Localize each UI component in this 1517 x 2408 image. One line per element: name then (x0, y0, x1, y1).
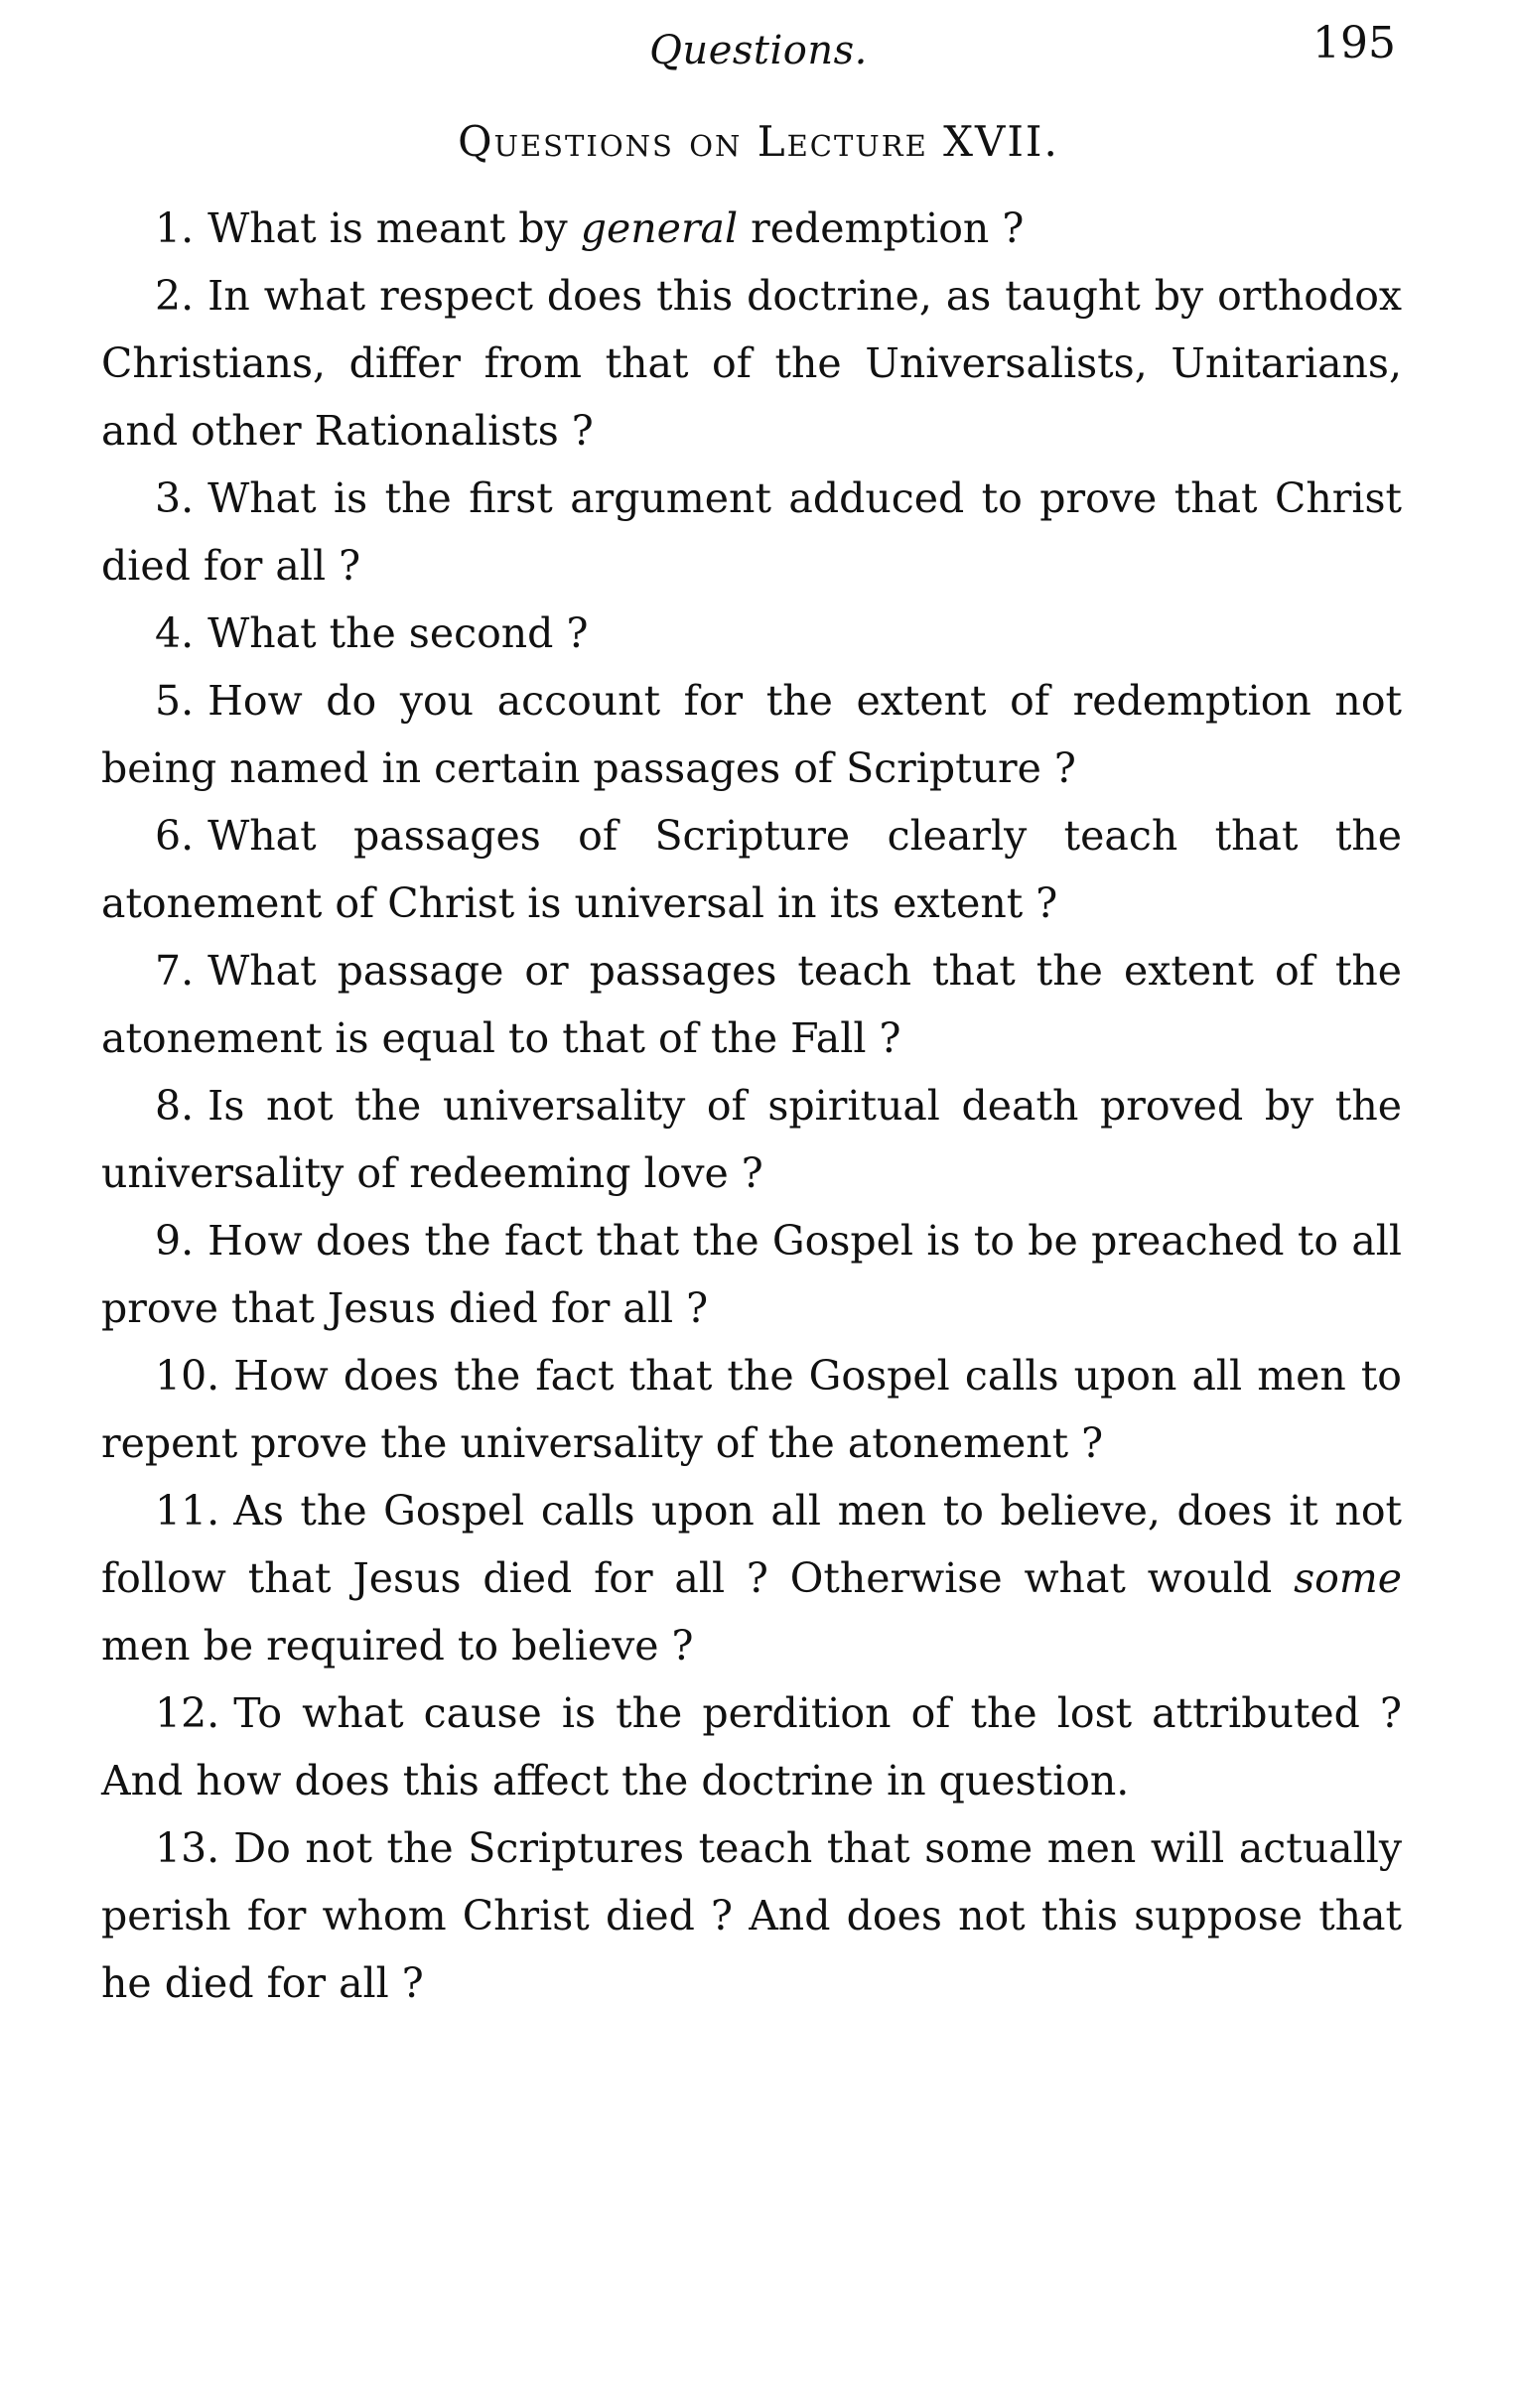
question-4 (101, 600, 1402, 667)
question-11 (101, 1477, 1402, 1679)
question-text: How do you account for the extent of redemption not being named in certain passages of Scripture ? (101, 677, 1402, 792)
question-13 (101, 1814, 1402, 2017)
question-number: 12. (155, 1689, 220, 1737)
question-number: 2. (155, 272, 195, 320)
question-text: To what cause is the perdition of the lost attributed ? And how does this affect the doctrine in question. (101, 1689, 1402, 1805)
question-number: 8. (155, 1082, 195, 1130)
question-text: What the second ? (207, 609, 589, 657)
question-number: 7. (155, 947, 195, 995)
question-text: As the Gospel calls upon all men to believe, does it not follow that Jesus died for all ? Otherwise what would (101, 1487, 1402, 1602)
question-number: 1. (155, 204, 195, 252)
question-number: 9. (155, 1217, 195, 1265)
question-text: What passages of Scripture clearly teach that the atonement of Christ is universal in its extent ? (101, 812, 1402, 927)
question-1 (101, 195, 1402, 262)
question-number: 3. (155, 474, 195, 522)
question-text: redemption ? (738, 204, 1025, 252)
question-text: How does the fact that the Gospel is to be preached to all prove that Jesus died for all ? (101, 1217, 1402, 1332)
question-text: Is not the universality of spiritual death proved by the universality of redeeming love ? (101, 1082, 1402, 1197)
page-number: 195 (1312, 18, 1396, 68)
question-number: 6. (155, 812, 195, 860)
question-6 (101, 802, 1402, 937)
question-5 (101, 667, 1402, 802)
question-emphasis: some (1294, 1554, 1402, 1602)
question-8 (101, 1072, 1402, 1207)
question-10 (101, 1342, 1402, 1477)
question-text: Do not the Scriptures teach that some men will actually perish for whom Christ died ? And does not this suppose that he died for all ? (101, 1824, 1402, 2007)
running-title: Questions. (649, 28, 868, 73)
question-number: 5. (155, 677, 195, 725)
question-7 (101, 937, 1402, 1072)
running-head (0, 18, 1517, 77)
section-title: Questions on Lecture XVII. (458, 117, 1059, 166)
question-number: 10. (155, 1352, 220, 1400)
question-12 (101, 1679, 1402, 1814)
question-text: What passage or passages teach that the extent of the atonement is equal to that of the Fall ? (101, 947, 1402, 1062)
question-2 (101, 262, 1402, 465)
question-number: 13. (155, 1824, 220, 1872)
question-number: 11. (155, 1487, 220, 1535)
question-text: What is meant by (207, 204, 581, 252)
question-3 (101, 465, 1402, 600)
question-9 (101, 1207, 1402, 1342)
question-text: What is the first argument adduced to prove that Christ died for all ? (101, 474, 1402, 590)
question-text: In what respect does this doctrine, as taught by orthodox Christians, differ from that of the Universalists, Unitarians, and other Rationalists ? (101, 272, 1402, 455)
question-text: How does the fact that the Gospel calls upon all men to repent prove the universality of the atonement ? (101, 1352, 1402, 1467)
question-emphasis: general (580, 204, 739, 252)
question-text: men be required to believe ? (101, 1622, 694, 1670)
question-list (101, 195, 1402, 2017)
question-number: 4. (155, 609, 195, 657)
